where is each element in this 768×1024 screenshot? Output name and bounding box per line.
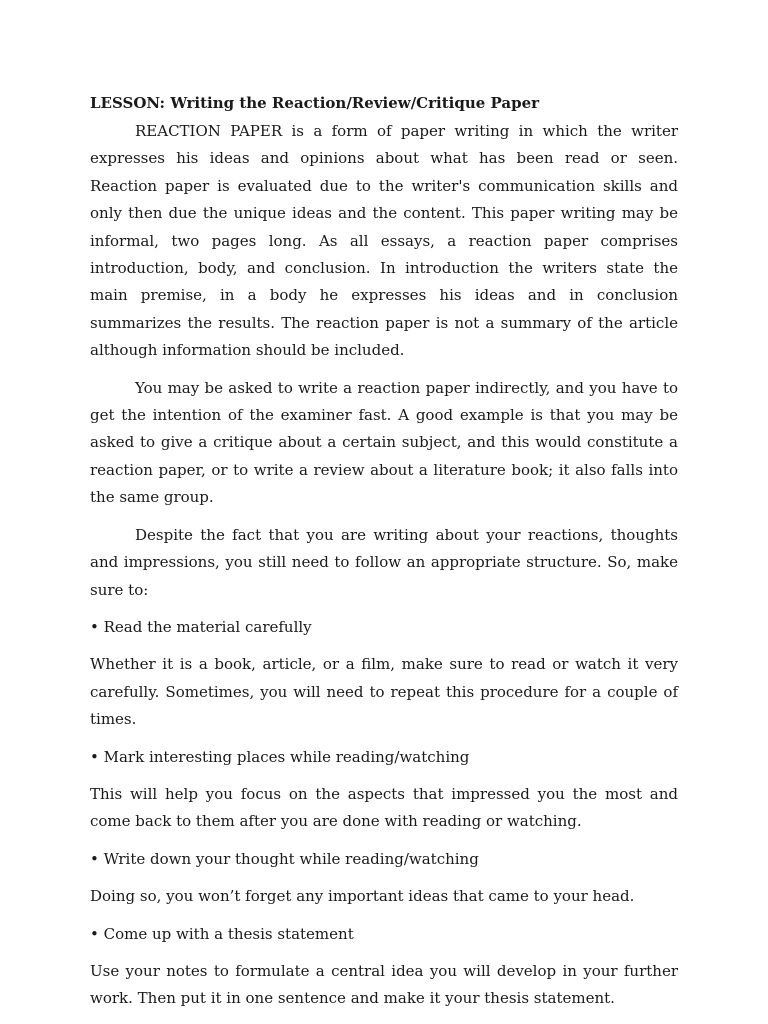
bullet-mark-places: • Mark interesting places while reading/watching [90, 747, 470, 766]
paragraph-indirect-request: You may be asked to write a reaction paper indirectly, and you have to get the intention of the examiner fast. A good example is that you may be asked to give a critique about a certain subject, and this would constitute a reaction paper, or to write a review about a literature book; it also falls into the same group. [90, 378, 678, 507]
document-page [90, 92, 678, 1023]
step-text-read-material: Whether it is a book, article, or a film, make sure to read or watch it very carefully. Sometimes, you will need to repeat this procedure for a couple of times. [90, 655, 678, 729]
step-text-write-thoughts: Doing so, you won’t forget any important ideas that came to your head. [90, 887, 635, 906]
bullet-thesis-statement: • Come up with a thesis statement [90, 924, 354, 943]
bullet-read-material: • Read the material carefully [90, 617, 312, 636]
paragraph-structure-intro: Despite the fact that you are writing about your reactions, thoughts and impressions, you still need to follow an appropriate structure. So, make sure to: [90, 525, 678, 599]
paragraph-definition: REACTION PAPER is a form of paper writing in which the writer expresses his ideas and opinions about what has been read or seen. Reaction paper is evaluated due to the writer's communication skills and only then due the unique ideas and the content. This paper writing may be informal, two pages long. As all essays, a reaction paper comprises introduction, body, and conclusion. In introduction the writers state the main premise, in a body he expresses his ideas and in conclusion summarizes the results. The reaction paper is not a summary of the article although information should be included. [90, 122, 678, 360]
step-text-thesis-statement: Use your notes to formulate a central idea you will develop in your further work. Then put it in one sentence and make it your thesis statement. [90, 961, 678, 1008]
bullet-write-thoughts: • Write down your thought while reading/watching [90, 849, 479, 868]
step-text-mark-places: This will help you focus on the aspects that impressed you the most and come back to them after you are done with reading or watching. [90, 784, 678, 831]
lesson-title: LESSON: Writing the Reaction/Review/Critique Paper [90, 94, 540, 112]
